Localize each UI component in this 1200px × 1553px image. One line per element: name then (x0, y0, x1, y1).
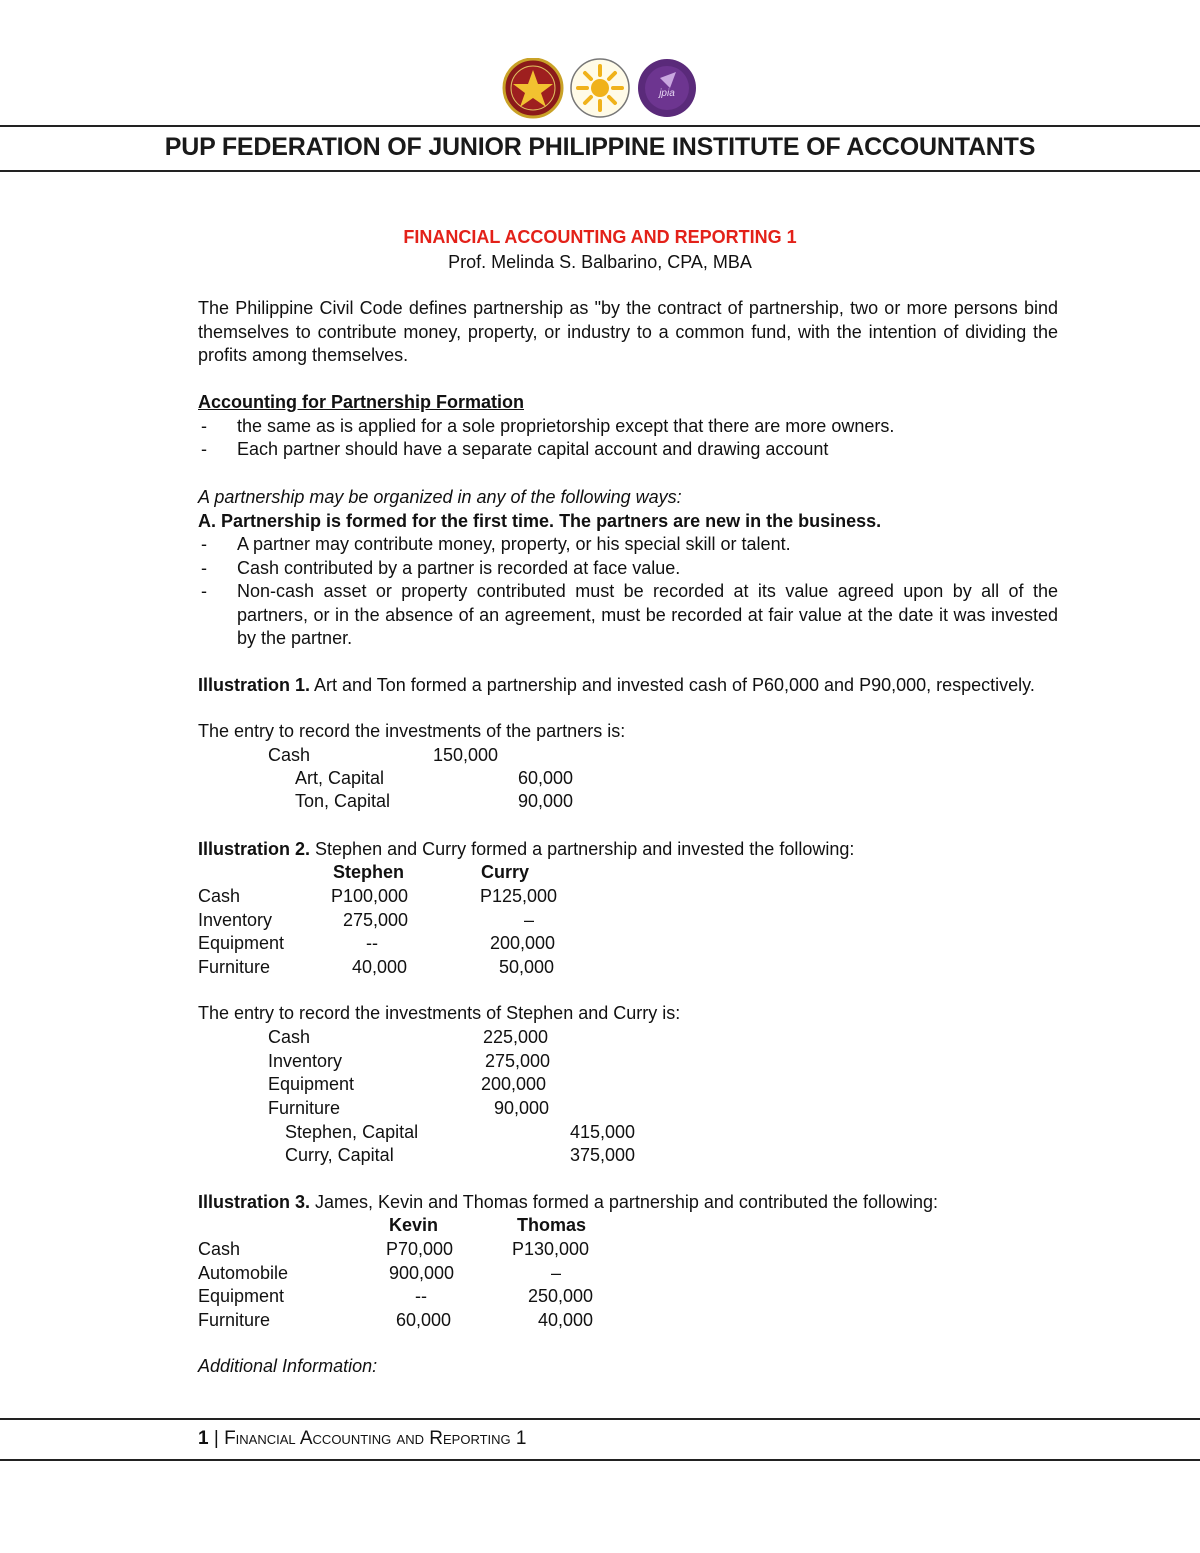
table-cell: 275,000 (343, 910, 409, 930)
illustration-1-entry-intro: The entry to record the investments of the partners is: (198, 721, 626, 741)
header-top-rule (0, 125, 1200, 127)
table-cell: -- (366, 933, 378, 953)
logo-strip (0, 58, 1200, 120)
table-cell: P125,000 (480, 886, 558, 906)
table-row-item: Cash (198, 1239, 241, 1259)
journal-credit-account: Curry, Capital (285, 1145, 394, 1165)
list-item: - A partner may contribute money, property, or his special skill or talent. (198, 533, 1058, 557)
footer-top-rule (0, 1418, 1200, 1420)
intro-paragraph: The Philippine Civil Code defines partnership as "by the contract of partnership, two or more persons bind themselves to contribute money, property, or industry to a common fund, with the intention of dividing the profits among themselves. (198, 298, 1058, 365)
journal-debit-amount: 225,000 (483, 1027, 549, 1047)
table-cell: P130,000 (512, 1239, 590, 1259)
professor-name: Prof. Melinda S. Balbarino, CPA, MBA (448, 252, 752, 272)
table-row-item: Automobile (198, 1263, 289, 1283)
list-item: - Non-cash asset or property contributed must be recorded at its value agreed upon by all of the partners, or in the absence of an agreement, must be recorded at fair value at the date it was invested by the partner. (198, 580, 1058, 651)
list-item: - the same as is applied for a sole proprietorship except that there are more owners. (198, 415, 1058, 439)
journal-debit-amount: 275,000 (485, 1051, 551, 1071)
list-item: - Cash contributed by a partner is recorded at face value. (198, 557, 1058, 581)
journal-credit-account: Art, Capital (295, 768, 385, 788)
journal-credit-account: Ton, Capital (295, 791, 391, 811)
ways-intro: A partnership may be organized in any of the following ways: (198, 487, 682, 507)
additional-information-label: Additional Information: (198, 1356, 378, 1376)
formation-heading: Accounting for Partnership Formation (198, 392, 525, 412)
footer-title: Financial Accounting and Reporting 1 (224, 1428, 527, 1449)
illustration-2-text: Illustration 2. Stephen and Curry formed a partnership and invested the following: (198, 839, 855, 859)
pup-seal-logo (504, 59, 562, 117)
formation-section (198, 391, 1058, 462)
journal-debit-amount: 90,000 (494, 1098, 550, 1118)
table-cell: 900,000 (389, 1263, 455, 1283)
table-cell: -- (415, 1286, 427, 1306)
illustration-3-text: Illustration 3. James, Kevin and Thomas formed a partnership and contributed the following: (198, 1192, 939, 1212)
column-header-curry: Curry (481, 862, 530, 882)
journal-credit-amount: 90,000 (518, 791, 574, 811)
table-cell: 40,000 (352, 957, 408, 977)
table-cell: P70,000 (386, 1239, 454, 1259)
column-header-stephen: Stephen (333, 862, 405, 882)
illustration-3-label: Illustration 3. (198, 1192, 311, 1212)
table-row-item: Equipment (198, 1286, 285, 1306)
table-cell: P100,000 (331, 886, 409, 906)
ways-heading-a: A. Partnership is formed for the first time. The partners are new in the business. (198, 510, 882, 531)
table-row-item: Furniture (198, 1310, 271, 1330)
table-cell: – (551, 1263, 562, 1283)
header-bottom-rule (0, 170, 1200, 172)
journal-debit-amount: 150,000 (433, 745, 499, 765)
journal-credit-amount: 60,000 (518, 768, 574, 788)
journal-debit-account: Cash (268, 745, 311, 765)
journal-debit-account: Cash (268, 1027, 311, 1047)
table-row-item: Cash (198, 886, 241, 906)
table-cell: 60,000 (396, 1310, 452, 1330)
page-footer: 1 | Financial Accounting and Reporting 1 (198, 1428, 527, 1449)
journal-credit-amount: 415,000 (570, 1122, 636, 1142)
journal-debit-account: Inventory (268, 1051, 343, 1071)
journal-debit-account: Furniture (268, 1098, 341, 1118)
table-cell: 40,000 (538, 1310, 594, 1330)
table-row-item: Furniture (198, 957, 271, 977)
illustration-2-label: Illustration 2. (198, 839, 311, 859)
table-row-item: Inventory (198, 910, 273, 930)
table-cell: – (524, 910, 535, 930)
table-cell: 50,000 (499, 957, 555, 977)
ways-section (198, 486, 1058, 651)
federation-title: PUP FEDERATION OF JUNIOR PHILIPPINE INSTITUTE OF ACCOUNTANTS (164, 133, 1036, 161)
journal-credit-amount: 375,000 (570, 1145, 636, 1165)
illustration-1-label: Illustration 1. (198, 675, 311, 695)
svg-text:jpia: jpia (659, 88, 675, 99)
footer-bottom-rule (0, 1459, 1200, 1461)
course-title: FINANCIAL ACCOUNTING AND REPORTING 1 (403, 227, 797, 247)
page-number: 1 (198, 1428, 209, 1449)
table-cell: 200,000 (490, 933, 556, 953)
column-header-kevin: Kevin (389, 1215, 439, 1235)
list-item: - Each partner should have a separate capital account and drawing account (198, 438, 1058, 462)
column-header-thomas: Thomas (517, 1215, 587, 1235)
illustration-1-text: Illustration 1. Art and Ton formed a partnership and invested cash of P60,000 and P90,000, respectively. (198, 675, 1035, 695)
table-row-item: Equipment (198, 933, 285, 953)
jpia-logo (638, 59, 696, 117)
journal-credit-account: Stephen, Capital (285, 1122, 419, 1142)
journal-debit-amount: 200,000 (481, 1074, 547, 1094)
table-cell: 250,000 (528, 1286, 594, 1306)
federation-sun-logo (571, 59, 629, 117)
journal-debit-account: Equipment (268, 1074, 355, 1094)
illustration-2-entry-intro: The entry to record the investments of Stephen and Curry is: (198, 1003, 681, 1023)
